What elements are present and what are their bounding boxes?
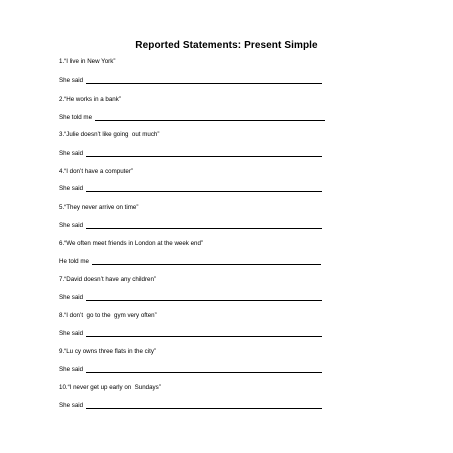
prompt-10: 10.“I never get up early on Sundays” bbox=[59, 384, 161, 391]
answer-blank-4[interactable] bbox=[86, 185, 322, 192]
answer-blank-5[interactable] bbox=[86, 222, 322, 229]
answer-lead-4: She said bbox=[59, 185, 84, 192]
answer-blank-3[interactable] bbox=[86, 150, 322, 157]
answer-blank-2[interactable] bbox=[95, 114, 325, 121]
answer-line-3[interactable] bbox=[59, 150, 322, 157]
answer-lead-7: She said bbox=[59, 294, 84, 301]
answer-blank-1[interactable] bbox=[86, 77, 322, 84]
answer-lead-1: She said bbox=[59, 77, 84, 84]
prompt-9: 9.“Lu cy owns three flats in the city” bbox=[59, 348, 156, 355]
answer-line-10[interactable] bbox=[59, 402, 322, 409]
answer-line-7[interactable] bbox=[59, 294, 322, 301]
answer-blank-6[interactable] bbox=[92, 258, 321, 265]
answer-line-2[interactable] bbox=[59, 114, 325, 121]
prompt-4: 4.“I don’t have a computer” bbox=[59, 168, 133, 175]
prompt-6: 6.“We often meet friends in London at the week end” bbox=[59, 240, 204, 247]
prompt-5: 5.“They never arrive on time” bbox=[59, 204, 139, 211]
answer-lead-2: She told me bbox=[59, 114, 93, 121]
answer-blank-8[interactable] bbox=[86, 330, 322, 337]
answer-blank-10[interactable] bbox=[86, 402, 322, 409]
answer-line-1[interactable] bbox=[59, 77, 322, 84]
answer-blank-9[interactable] bbox=[86, 366, 322, 373]
prompt-8: 8.“I don’t go to the gym very often” bbox=[59, 312, 157, 319]
prompt-1: 1.“I live in New York” bbox=[59, 58, 116, 65]
answer-lead-5: She said bbox=[59, 222, 84, 229]
answer-blank-7[interactable] bbox=[86, 294, 322, 301]
prompt-7: 7.“David doesn’t have any children” bbox=[59, 276, 156, 283]
answer-lead-9: She said bbox=[59, 366, 84, 373]
answer-line-5[interactable] bbox=[59, 222, 322, 229]
answer-lead-6: He told me bbox=[59, 258, 89, 265]
answer-lead-8: She said bbox=[59, 330, 84, 337]
prompt-3: 3.“Julie doesn’t like going out much” bbox=[59, 131, 160, 138]
worksheet-title: Reported Statements: Present Simple bbox=[135, 40, 318, 51]
answer-line-4[interactable] bbox=[59, 185, 322, 192]
answer-line-6[interactable] bbox=[59, 258, 321, 265]
answer-line-8[interactable] bbox=[59, 330, 322, 337]
prompt-2: 2.“He works in a bank” bbox=[59, 96, 121, 103]
answer-lead-3: She said bbox=[59, 150, 84, 157]
answer-line-9[interactable] bbox=[59, 366, 322, 373]
answer-lead-10: She said bbox=[59, 402, 84, 409]
